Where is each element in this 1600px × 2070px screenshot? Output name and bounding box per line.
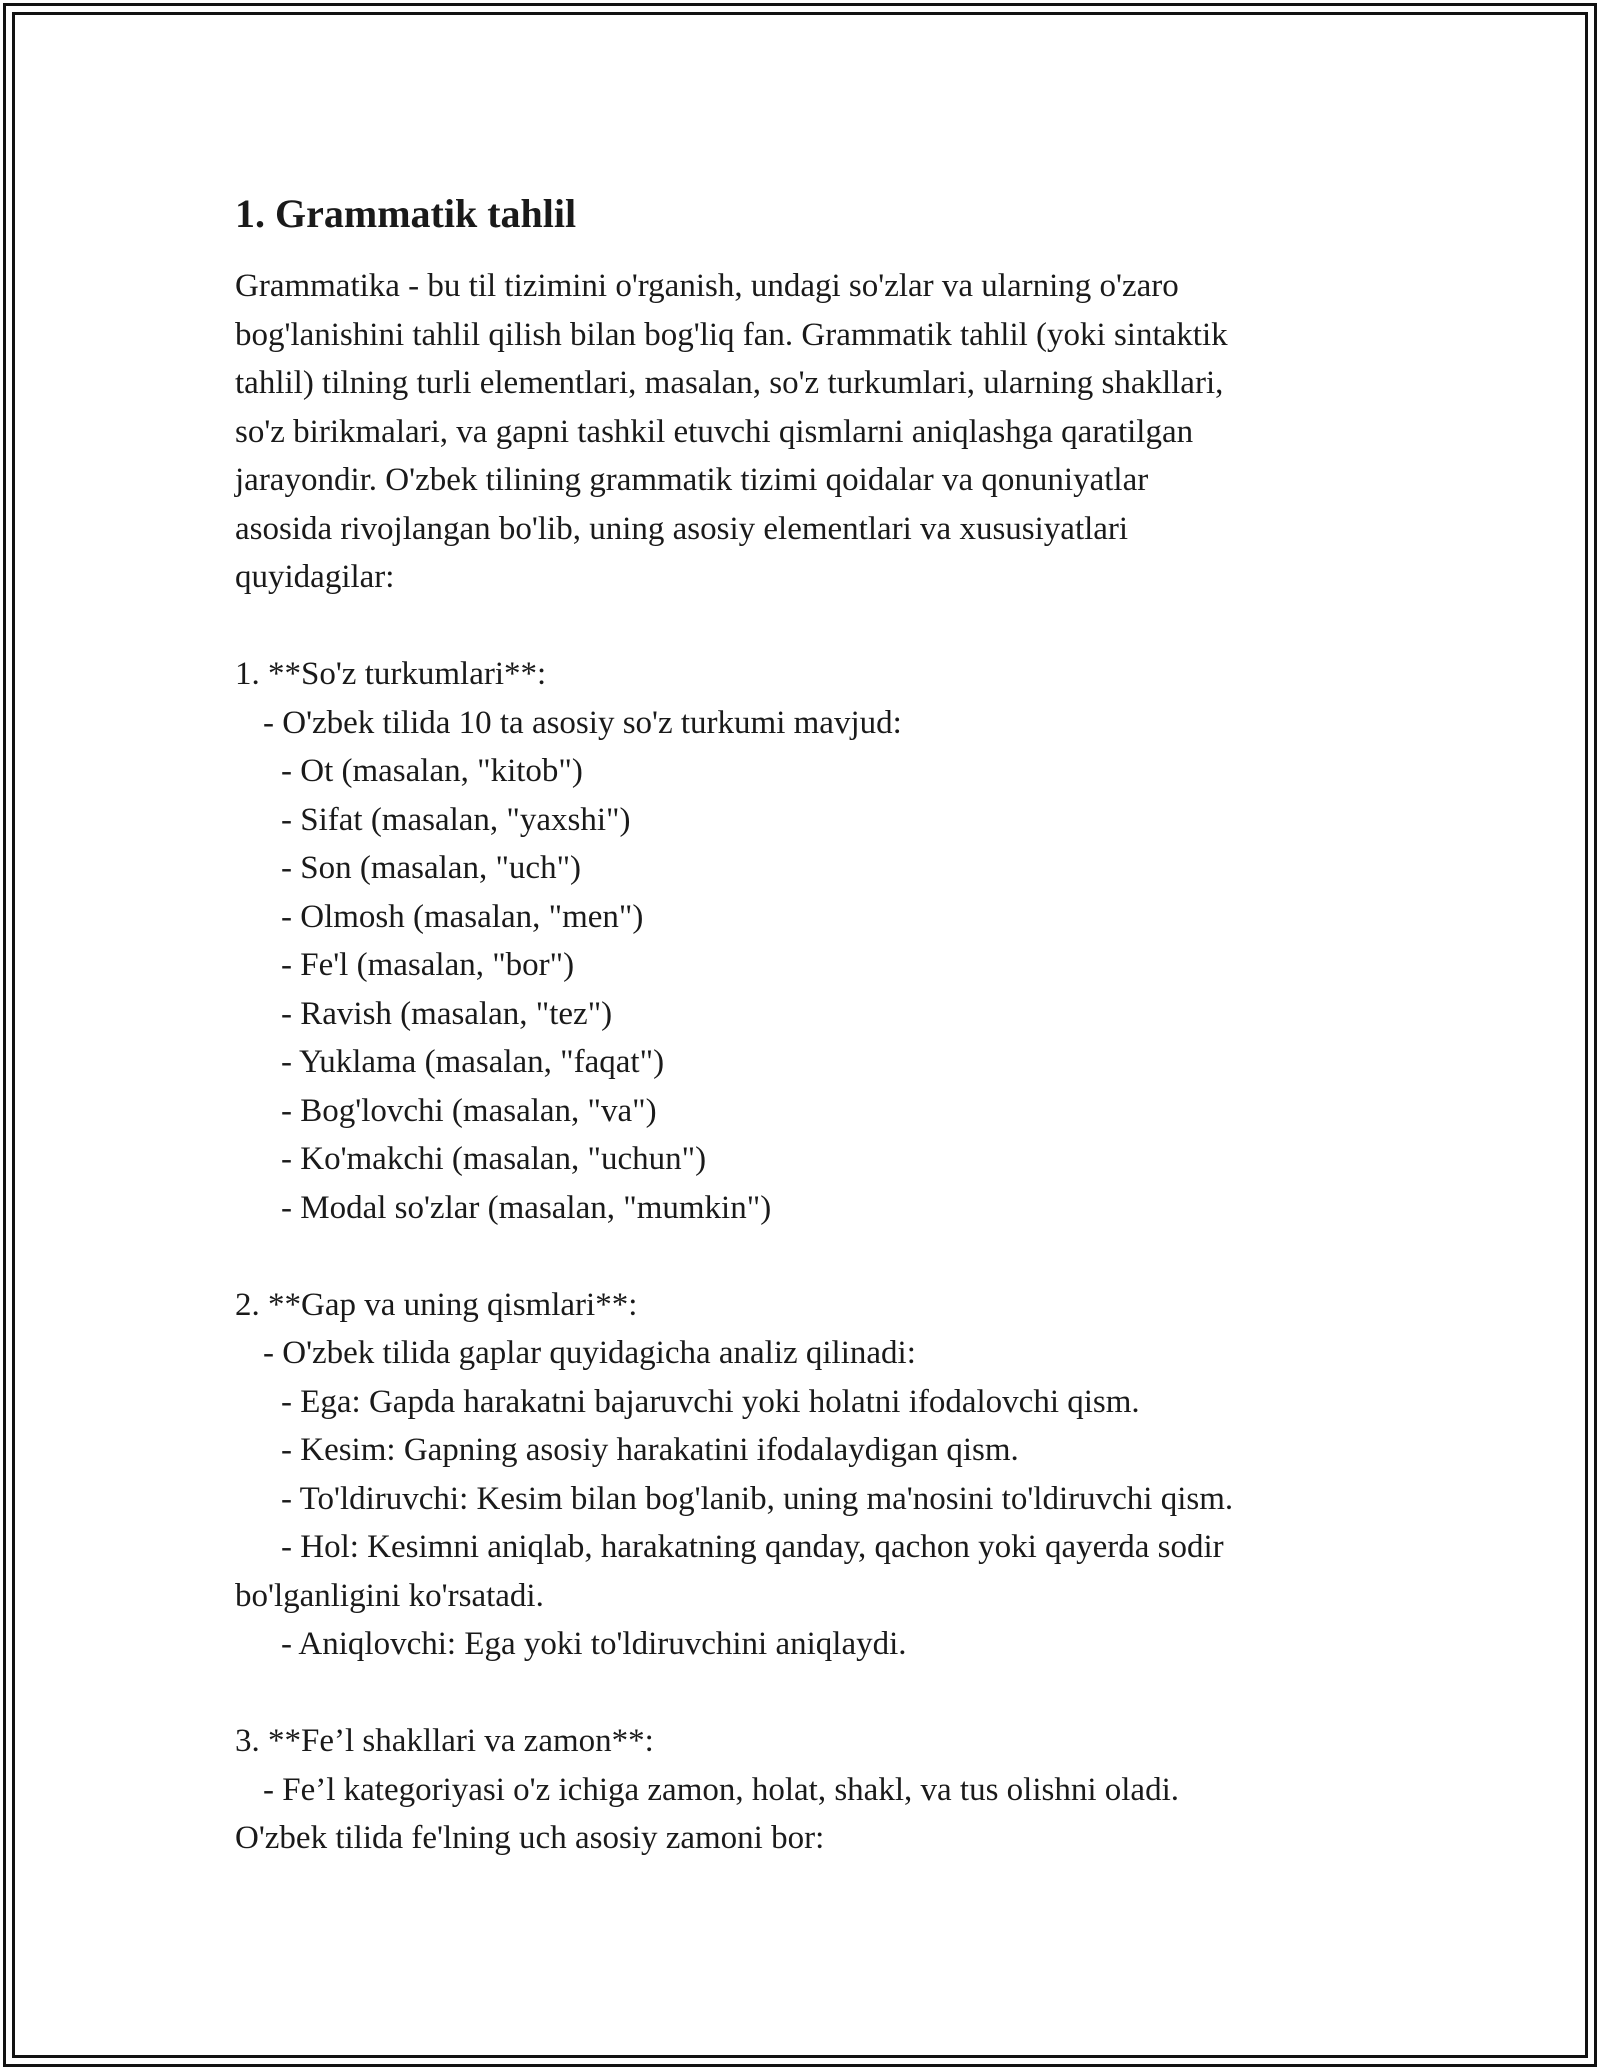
intro-line: tahlil) tilning turli elementlari, masalan, so'z turkumlari, ularning shakllari, xyxy=(235,365,1224,401)
list-item: - Son (masalan, "uch") xyxy=(281,850,582,886)
intro-line: asosida rivojlangan bo'lib, uning asosiy elementlari va xususiyatlari xyxy=(235,510,1129,547)
intro-line: jarayondir. O'zbek tilining grammatik tizimi qoidalar va qonuniyatlar xyxy=(235,462,1149,498)
list-item: - Sifat (masalan, "yaxshi") xyxy=(281,801,631,838)
list-item: - Kesim: Gapning asosiy harakatini ifodalaydigan qism. xyxy=(281,1432,1019,1468)
list-item: - Ko'makchi (masalan, "uchun") xyxy=(281,1141,707,1177)
spacer xyxy=(235,602,1395,651)
section-word-classes xyxy=(235,650,1395,1232)
section-title: 3. **Fe’l shakllari va zamon**: xyxy=(235,1723,654,1759)
list-item: - Modal so'zlar (masalan, "mumkin") xyxy=(281,1189,772,1226)
list-item: - Aniqlovchi: Ega yoki to'ldiruvchini aniqlaydi. xyxy=(281,1626,907,1662)
section-subtitle: - O'zbek tilida 10 ta asosiy so'z turkumi mavjud: xyxy=(263,704,902,741)
document-heading: 1. Grammatik tahlil xyxy=(235,191,577,236)
document-body xyxy=(235,186,1395,1863)
list-item: - Ega: Gapda harakatni bajaruvchi yoki holatni ifodalovchi qism. xyxy=(281,1383,1140,1420)
list-item: - To'ldiruvchi: Kesim bilan bog'lanib, uning ma'nosini to'ldiruvchi qism. xyxy=(281,1480,1234,1517)
section-continuation: O'zbek tilida fe'lning uch asosiy zamoni bor: xyxy=(235,1820,825,1856)
intro-line: quyidagilar: xyxy=(235,559,395,595)
intro-line: so'z birikmalari, va gapni tashkil etuvchi qismlarni aniqlashga qaratilgan xyxy=(235,413,1194,450)
intro-paragraph xyxy=(235,262,1395,602)
section-sentence-parts xyxy=(235,1281,1395,1669)
section-title: 2. **Gap va uning qismlari**: xyxy=(235,1286,638,1323)
list-item: - Olmosh (masalan, "men") xyxy=(281,898,644,935)
intro-line: Grammatika - bu til tizimini o'rganish, undagi so'zlar va ularning o'zaro xyxy=(235,268,1179,304)
section-subtitle: - O'zbek tilida gaplar quyidagicha analiz qilinadi: xyxy=(263,1335,916,1371)
list-item: - Ravish (masalan, "tez") xyxy=(281,995,613,1032)
intro-line: bog'lanishini tahlil qilish bilan bog'liq fan. Grammatik tahlil (yoki sintaktik xyxy=(235,316,1228,353)
list-item: - Fe'l (masalan, "bor") xyxy=(281,947,575,983)
list-item: - Bog'lovchi (masalan, "va") xyxy=(281,1092,657,1129)
list-item: - Ot (masalan, "kitob") xyxy=(281,753,583,789)
list-item-continuation: bo'lganligini ko'rsatadi. xyxy=(235,1577,544,1614)
section-title: 1. **So'z turkumlari**: xyxy=(235,656,547,692)
section-verb-forms xyxy=(235,1717,1395,1863)
list-item: - Yuklama (masalan, "faqat") xyxy=(281,1044,665,1080)
spacer xyxy=(235,1232,1395,1281)
list-item: - Hol: Kesimni aniqlab, harakatning qanday, qachon yoki qayerda sodir xyxy=(281,1529,1224,1565)
spacer xyxy=(235,1669,1395,1718)
section-subtitle: - Fe’l kategoriyasi o'z ichiga zamon, holat, shakl, va tus olishni oladi. xyxy=(263,1771,1179,1808)
